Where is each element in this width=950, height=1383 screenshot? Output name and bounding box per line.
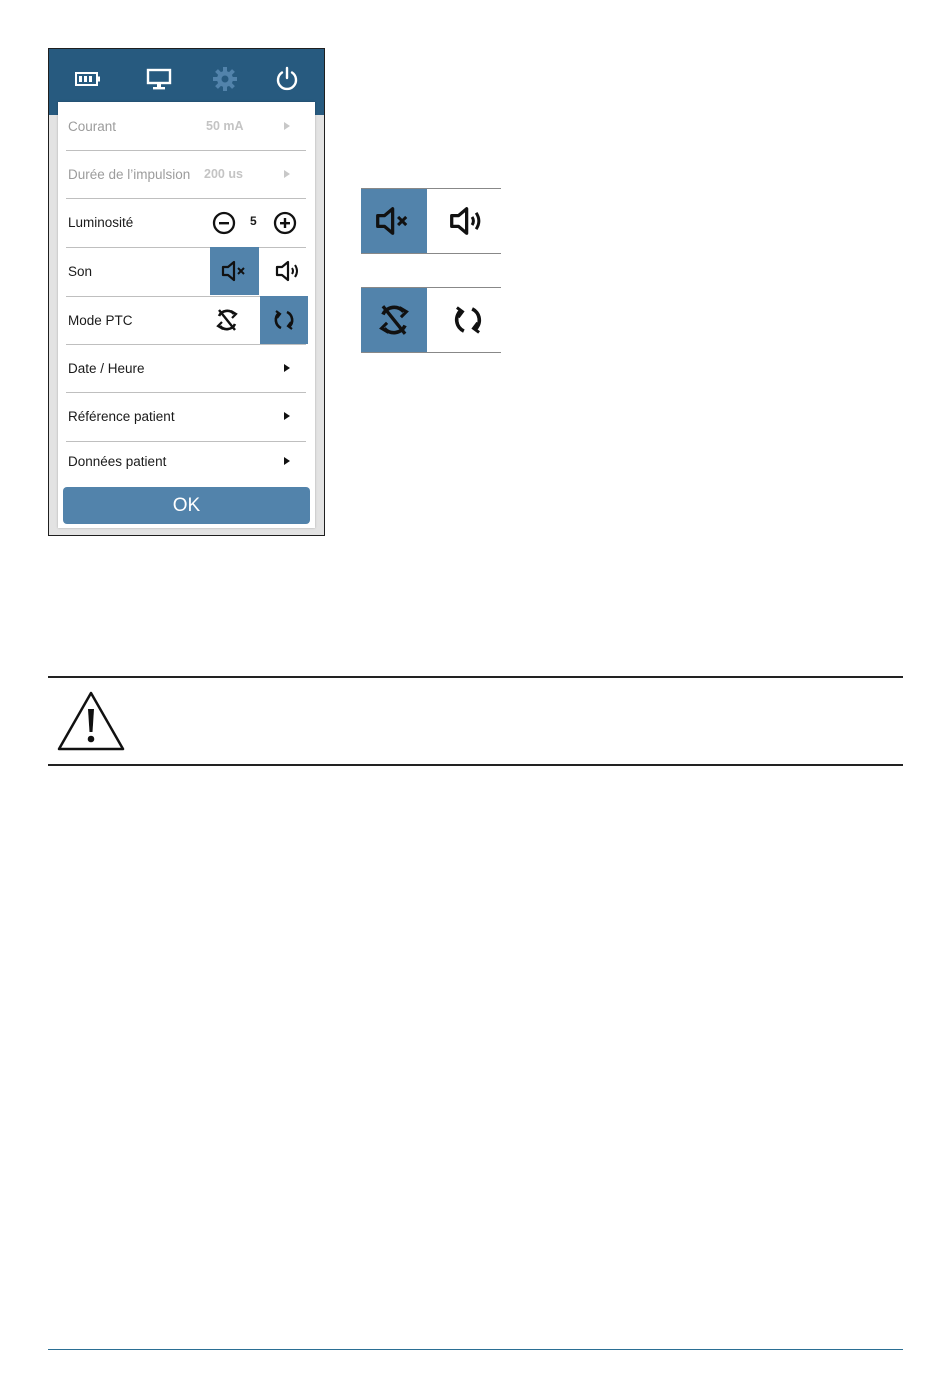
duree-value: 200 us <box>204 167 243 181</box>
speaker-muted-icon <box>221 260 249 282</box>
settings-gear-icon[interactable] <box>208 64 242 94</box>
battery-icon[interactable] <box>71 64 105 94</box>
chevron-right-icon <box>284 457 290 465</box>
sound-mute-option[interactable] <box>361 189 427 253</box>
ok-button[interactable]: OK <box>63 487 310 524</box>
mode-ptc-label: Mode PTC <box>68 312 133 328</box>
chevron-right-icon <box>284 364 290 372</box>
sync-on-icon <box>271 307 297 333</box>
sync-off-icon <box>376 302 412 338</box>
reference-patient-label: Référence patient <box>68 408 175 424</box>
date-heure-label: Date / Heure <box>68 360 145 376</box>
chevron-right-icon <box>284 170 290 178</box>
display-icon[interactable] <box>142 64 176 94</box>
sound-on-option[interactable] <box>435 189 501 253</box>
ptc-on-option[interactable] <box>435 288 501 352</box>
ptc-off-button[interactable] <box>202 296 251 344</box>
minus-circle-icon[interactable] <box>211 210 237 236</box>
row-duree-impulsion[interactable] <box>58 150 315 198</box>
sound-on-button[interactable] <box>265 247 313 295</box>
warning-top-rule <box>48 676 903 678</box>
donnees-patient-label: Données patient <box>68 453 167 469</box>
ptc-off-option[interactable] <box>361 288 427 352</box>
sync-on-icon <box>450 302 486 338</box>
courant-value: 50 mA <box>206 119 244 133</box>
luminosite-value: 5 <box>250 214 257 228</box>
speaker-on-icon <box>275 260 303 282</box>
row-luminosite <box>58 198 315 246</box>
row-courant[interactable] <box>58 102 315 150</box>
duree-label: Durée de l’impulsion <box>68 166 191 182</box>
courant-label: Courant <box>68 118 117 134</box>
plus-circle-icon[interactable] <box>272 210 298 236</box>
sound-mute-button[interactable] <box>210 247 259 295</box>
row-son <box>58 247 315 295</box>
chevron-right-icon <box>284 412 290 420</box>
footer-rule <box>48 1349 903 1350</box>
ptc-on-button[interactable] <box>260 296 308 344</box>
device-screen <box>48 48 325 536</box>
row-reference-patient[interactable] <box>58 392 315 440</box>
speaker-on-icon <box>449 206 487 236</box>
power-icon[interactable] <box>270 64 304 94</box>
warning-triangle-icon <box>56 690 126 757</box>
speaker-muted-icon <box>375 206 413 236</box>
ptc-toggle-detail <box>361 287 501 353</box>
luminosite-label: Luminosité <box>68 214 134 230</box>
son-label: Son <box>68 263 93 279</box>
row-donnees-patient[interactable] <box>58 438 315 484</box>
row-mode-ptc <box>58 296 315 344</box>
sync-off-icon <box>214 307 240 333</box>
warning-bottom-rule <box>48 764 903 766</box>
settings-panel <box>58 102 315 528</box>
row-date-heure[interactable] <box>58 344 315 392</box>
chevron-right-icon <box>284 122 290 130</box>
sound-toggle-detail <box>361 188 501 254</box>
